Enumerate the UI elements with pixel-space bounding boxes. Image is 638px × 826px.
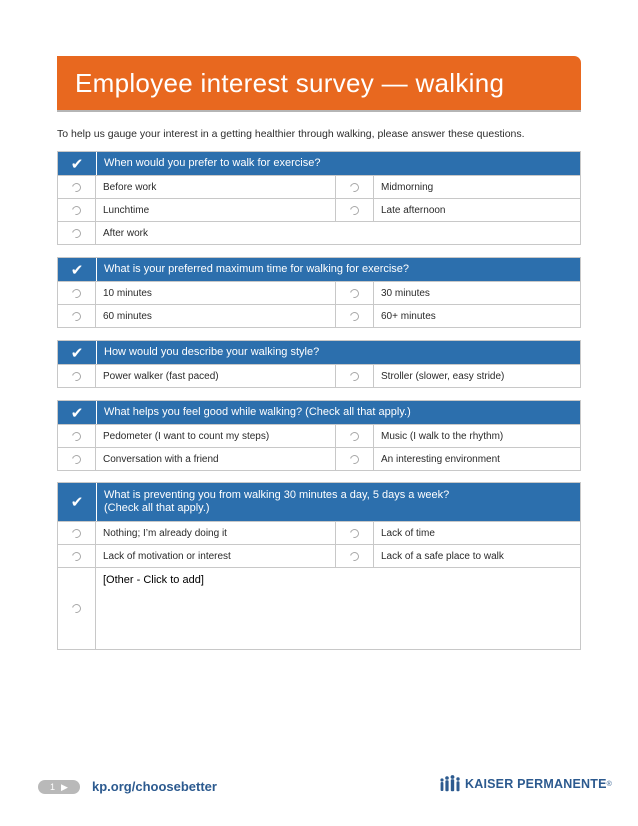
question-header — [58, 258, 580, 281]
option-label: Before work — [96, 176, 336, 198]
question-header — [58, 341, 580, 364]
question-section-1 — [57, 151, 581, 245]
radio-icon — [348, 181, 360, 193]
option-label: Lunchtime — [96, 199, 336, 221]
radio-icon — [70, 430, 82, 442]
question-text: When would you prefer to walk for exercise? — [104, 157, 321, 169]
option-label: 10 minutes — [96, 282, 336, 304]
question-section-4 — [57, 400, 581, 471]
question-text-line-2: (Check all that apply.) — [104, 502, 210, 514]
option-row — [58, 198, 580, 221]
intro-text: To help us gauge your interest in a getting healthier through walking, please answer these questions. — [57, 128, 525, 140]
option-radio[interactable] — [336, 545, 374, 567]
question-text: What helps you feel good while walking? (Check all that apply.) — [104, 406, 411, 418]
check-icon: ✔ — [58, 152, 97, 175]
question-text: How would you describe your walking style? — [104, 346, 320, 358]
option-radio[interactable] — [58, 545, 96, 567]
option-row — [58, 304, 580, 327]
radio-icon — [70, 227, 82, 239]
registered-mark: ® — [606, 780, 612, 788]
kp-figures-icon — [439, 774, 461, 794]
option-label: Power walker (fast paced) — [96, 365, 336, 387]
option-label: Lack of time — [381, 527, 435, 539]
option-radio[interactable] — [336, 425, 374, 447]
option-row — [58, 424, 580, 447]
page-number-badge — [38, 780, 80, 794]
option-label: An interesting environment — [381, 453, 500, 465]
question-section-3 — [57, 340, 581, 388]
option-label: Late afternoon — [381, 204, 446, 216]
radio-icon — [70, 310, 82, 322]
check-icon: ✔ — [58, 483, 97, 521]
radio-icon — [70, 453, 82, 465]
option-radio[interactable] — [58, 365, 96, 387]
question-text: What is your preferred maximum time for walking for exercise? — [104, 263, 410, 275]
question-header — [58, 401, 580, 424]
page-title: Employee interest survey — walking — [75, 68, 505, 98]
radio-icon — [70, 181, 82, 193]
radio-icon — [70, 602, 82, 614]
option-label: 30 minutes — [381, 287, 430, 299]
option-label: After work — [103, 227, 149, 239]
option-radio[interactable] — [336, 448, 374, 470]
brand-logo — [439, 774, 612, 794]
option-label: Midmorning — [381, 181, 434, 193]
option-row — [58, 364, 580, 387]
footer-link[interactable]: kp.org/choosebetter — [92, 779, 217, 794]
other-input[interactable]: [Other - Click to add] — [103, 574, 204, 586]
option-radio[interactable] — [58, 568, 96, 649]
radio-icon — [348, 204, 360, 216]
question-header — [58, 152, 580, 175]
option-row — [58, 221, 580, 244]
option-label: Music (I walk to the rhythm) — [381, 430, 504, 442]
title-banner — [57, 56, 581, 112]
radio-icon — [70, 287, 82, 299]
radio-icon — [348, 453, 360, 465]
question-text — [97, 483, 580, 521]
option-radio[interactable] — [58, 282, 96, 304]
radio-icon — [348, 370, 360, 382]
arrow-right-icon: ▶ — [61, 781, 68, 792]
question-section-2 — [57, 257, 581, 328]
brand-name: KAISER PERMANENTE — [465, 777, 607, 791]
option-label: Lack of a safe place to walk — [381, 550, 504, 562]
option-row — [58, 544, 580, 567]
option-label: Stroller (slower, easy stride) — [381, 370, 505, 382]
option-radio[interactable] — [58, 448, 96, 470]
question-header — [58, 483, 580, 521]
radio-icon — [348, 550, 360, 562]
page-number: 1 — [50, 782, 56, 792]
radio-icon — [348, 310, 360, 322]
option-radio[interactable] — [336, 365, 374, 387]
option-radio[interactable] — [58, 176, 96, 198]
option-row — [58, 175, 580, 198]
option-label: Pedometer (I want to count my steps) — [96, 425, 336, 447]
check-icon: ✔ — [58, 341, 97, 364]
question-text-line-1: What is preventing you from walking 30 minutes a day, 5 days a week? — [104, 489, 450, 501]
option-label: Lack of motivation or interest — [96, 545, 336, 567]
other-row — [58, 567, 580, 649]
option-radio[interactable] — [58, 425, 96, 447]
option-radio[interactable] — [58, 199, 96, 221]
question-section-5 — [57, 482, 581, 650]
radio-icon — [70, 550, 82, 562]
radio-icon — [70, 370, 82, 382]
radio-icon — [348, 527, 360, 539]
option-label: Nothing; I’m already doing it — [96, 522, 336, 544]
option-radio[interactable] — [58, 305, 96, 327]
option-label: Conversation with a friend — [96, 448, 336, 470]
option-radio[interactable] — [336, 199, 374, 221]
radio-icon — [348, 430, 360, 442]
radio-icon — [70, 204, 82, 216]
option-radio[interactable] — [336, 282, 374, 304]
radio-icon — [348, 287, 360, 299]
option-radio[interactable] — [58, 222, 96, 244]
check-icon: ✔ — [58, 401, 97, 424]
option-row — [58, 521, 580, 544]
option-label: 60 minutes — [96, 305, 336, 327]
option-row — [58, 447, 580, 470]
option-radio[interactable] — [336, 522, 374, 544]
option-radio[interactable] — [58, 522, 96, 544]
option-radio[interactable] — [336, 176, 374, 198]
check-icon: ✔ — [58, 258, 97, 281]
option-radio[interactable] — [336, 305, 374, 327]
option-row — [58, 281, 580, 304]
option-label: 60+ minutes — [381, 310, 436, 322]
radio-icon — [70, 527, 82, 539]
